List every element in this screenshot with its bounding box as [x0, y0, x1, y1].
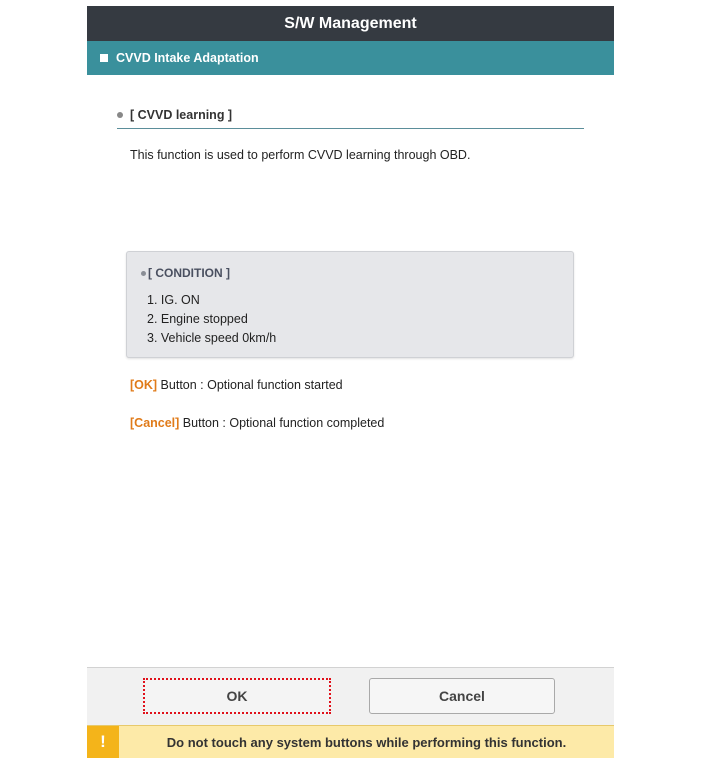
condition-item: 3. Vehicle speed 0km/h: [147, 331, 277, 345]
warning-text: Do not touch any system buttons while performing this function.: [166, 734, 567, 750]
warning-icon: !: [87, 726, 119, 758]
subheader-title: CVVD Intake Adaptation: [116, 51, 259, 65]
bullet-icon: [117, 112, 123, 118]
section-description: This function is used to perform CVVD learning through OBD.: [130, 148, 471, 162]
cancel-note-key: [Cancel]: [130, 416, 180, 430]
square-bullet-icon: [100, 54, 108, 62]
condition-box: [126, 251, 574, 358]
ok-note: [130, 378, 343, 392]
cancel-button[interactable]: Cancel: [369, 678, 555, 714]
section-header: [117, 108, 584, 129]
ok-note-text: Button : Optional function started: [157, 378, 343, 392]
condition-title-row: [141, 266, 230, 280]
ok-button[interactable]: OK: [143, 678, 331, 714]
warning-banner: [87, 725, 614, 758]
condition-item: 2. Engine stopped: [147, 312, 248, 326]
window-title: S/W Management: [87, 6, 614, 41]
button-bar: [87, 667, 614, 726]
condition-title: [ CONDITION ]: [148, 266, 230, 280]
condition-list: [147, 291, 276, 348]
cancel-note-text: Button : Optional function completed: [179, 416, 385, 430]
cancel-note: [130, 416, 384, 430]
bullet-icon: [141, 271, 146, 276]
sw-management-panel: [87, 6, 614, 757]
ok-note-key: [OK]: [130, 378, 158, 392]
section-title-row: [117, 108, 584, 129]
condition-item: 1. IG. ON: [147, 293, 200, 307]
subheader: [87, 41, 614, 75]
section-title: [ CVVD learning ]: [130, 108, 233, 122]
